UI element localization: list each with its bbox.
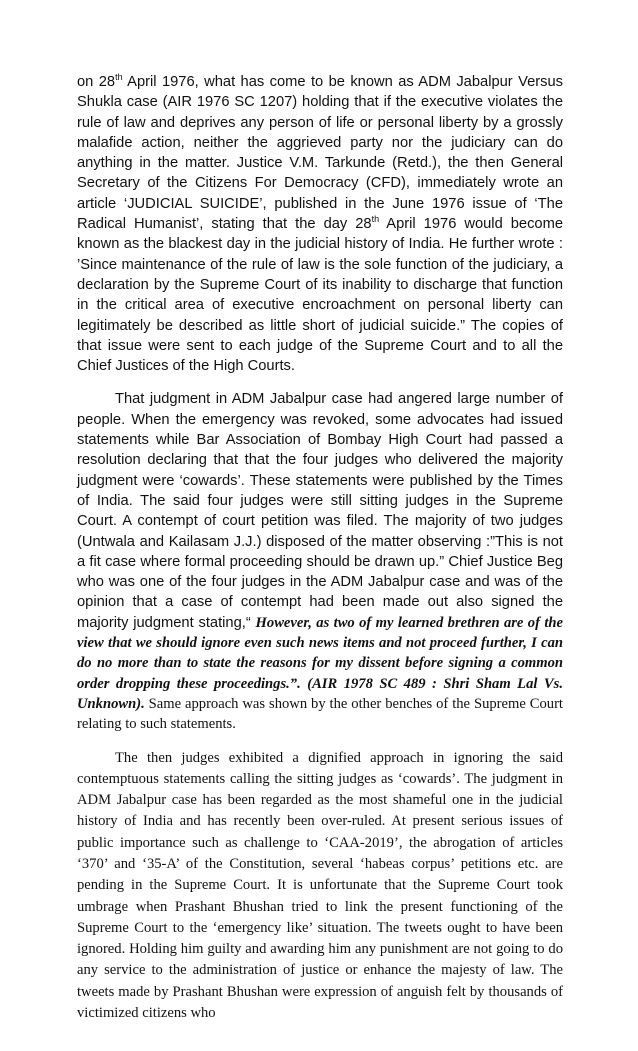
judgment-quote: However, as two of my learned brethren are of the view that we should ignore even such news items and not proceed further, I can do no more than to state the reasons for my dissent before signing a common order dropping these proceedings.”. (AIR 1978 SC 489 : Shri Sham Lal Vs. Unknown). [77,614,563,712]
paragraph-2-text: That judgment in ADM Jabalpur case had angered large number of people. When the emergency was revoked, some advocates had issued statements while Bar Association of Bombay High Court had passed a resolution declaring that that the four judges who delivered the majority judgment were ‘cowards’. These statements were published by the Times of India. The said four judges were still sitting judges in the Supreme Court. A contempt of court petition was filed. The majority of two judges (Untwala and Kailasam J.J.) disposed of the matter observing :”This is not a fit case where formal proceeding should be drawn up.” Chief Justice Beg who was one of the four judges in the ADM Jabalpur case and was of the opinion that a case of contempt had been made out also signed the majority judgment stating,“ [77,391,563,631]
document-page [77,72,563,1024]
paragraph-1-part-a: on 28 [77,74,116,90]
paragraph-2-tail: Same approach was shown by the other benches of the Supreme Court relating to such statements. [77,695,563,733]
paragraph-3 [77,748,563,1025]
paragraph-1-part-b: April 1976, what has come to be known as ADM Jabalpur Versus Shukla case (AIR 1976 SC 1207) holding that if the executive violates the rule of law and deprives any person of life or personal liberty by a grossly malafide action, neither the aggrieved party nor the judiciary can do anything in the matter. Justice V.M. Tarkunde (Retd.), the then General Secretary of the Citizens For Democracy (CFD), immediately wrote an article ‘JUDICIAL SUICIDE’, published in the June 1976 issue of ‘The Radical Humanist’, stating that the day 28 [77,74,563,233]
ordinal-suffix: th [115,72,123,83]
paragraph-2 [77,389,563,734]
paragraph-3-text: The then judges exhibited a dignified approach in ignoring the said contemptuous statements calling the sitting judges as ‘cowards’. The judgment in ADM Jabalpur case has been regarded as the most shameful one in the judicial history of India and has recently been over-ruled. At present serious issues of public importance such as challenge to ‘CAA-2019’, the abrogation of articles ‘370’ and ‘35-A’ of the Constitution, several ‘habeas corpus’ petitions etc. are pending in the Supreme Court. It is unfortunate that the Supreme Court took umbrage when Prashant Bhushan tried to link the present functioning of the Supreme Court to the ‘emergency like’ situation. The tweets ought to have been ignored. Holding him guilty and awarding him any punishment are not going to do any service to the administration of justice or enhance the majesty of law. The tweets made by Prashant Bhushan were expression of anguish felt by thousands of victimized citizens who [77,749,563,1022]
paragraph-1 [77,72,563,376]
ordinal-suffix: th [371,214,380,225]
paragraph-1-part-c: April 1976 would become known as the blackest day in the judicial history of India. He further wrote : ’Since maintenance of the rule of law is the sole function of the judiciary, a declaration by the Supreme Court of its inability to discharge that function in the critical area of executive encroachment on personal liberty can legitimately be described as little short of judicial suicide.” The copies of that issue were sent to each judge of the Supreme Court and to all the Chief Justices of the High Courts. [77,216,563,375]
